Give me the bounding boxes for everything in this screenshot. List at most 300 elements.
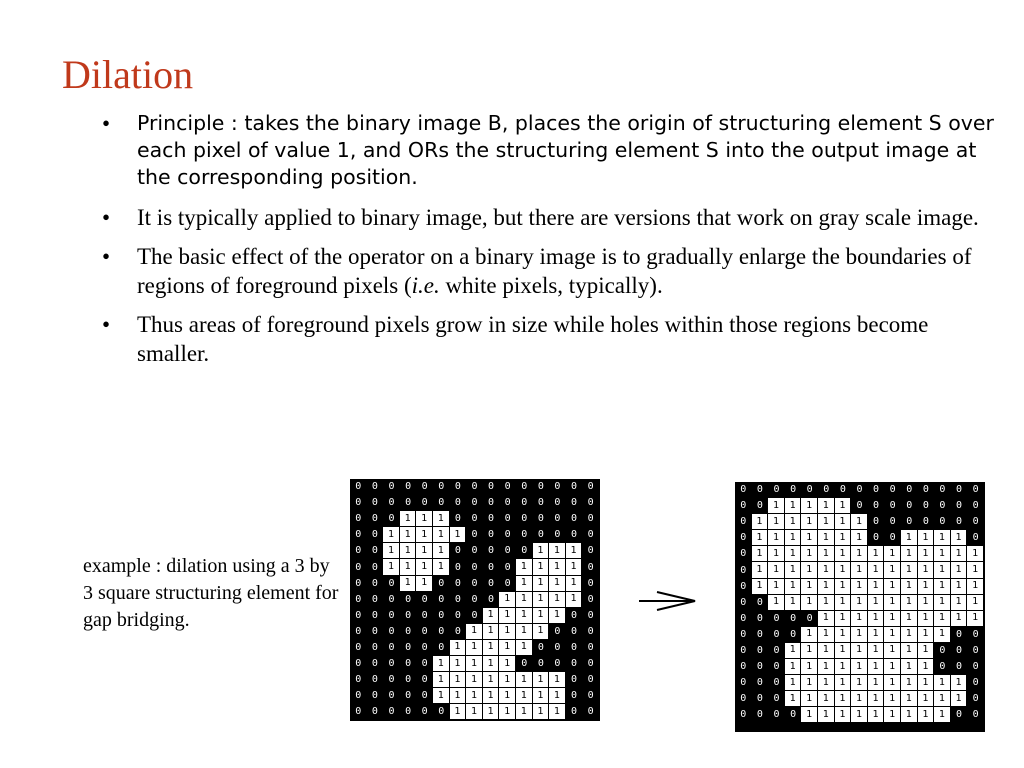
pixel-one: 1 (768, 514, 785, 530)
pixel-zero: 0 (740, 693, 747, 705)
pixel-one: 1 (951, 675, 968, 691)
pixel-one: 1 (818, 675, 835, 691)
pixel-one: 1 (450, 672, 467, 688)
pixel-one: 1 (801, 514, 818, 530)
pixel-zero: 0 (873, 516, 880, 528)
pixel-one: 1 (566, 543, 583, 559)
pixel-zero: 0 (823, 484, 830, 496)
pixel-zero: 0 (388, 593, 395, 605)
pixel-one: 1 (533, 592, 550, 608)
slide-title: Dilation (62, 52, 194, 97)
pixel-zero: 0 (438, 593, 445, 605)
pixel-zero: 0 (355, 529, 362, 541)
pixel-one: 1 (450, 527, 467, 543)
pixel-one: 1 (851, 675, 868, 691)
pixel-one: 1 (516, 688, 533, 704)
pixel-one: 1 (884, 659, 901, 675)
pixel-zero: 0 (587, 625, 594, 637)
pixel-one: 1 (383, 527, 400, 543)
pixel-zero: 0 (972, 500, 979, 512)
pixel-zero: 0 (939, 500, 946, 512)
pixel-one: 1 (533, 608, 550, 624)
pixel-zero: 0 (471, 497, 478, 509)
pixel-one: 1 (901, 675, 918, 691)
pixel-one: 1 (768, 579, 785, 595)
pixel-one: 1 (868, 627, 885, 643)
pixel-zero: 0 (756, 693, 763, 705)
pixel-zero: 0 (371, 658, 378, 670)
pixel-zero: 0 (355, 513, 362, 525)
pixel-zero: 0 (740, 628, 747, 640)
pixel-one: 1 (383, 559, 400, 575)
pixel-zero: 0 (972, 677, 979, 689)
pixel-one: 1 (918, 579, 935, 595)
pixel-zero: 0 (471, 561, 478, 573)
pixel-zero: 0 (587, 497, 594, 509)
pixel-zero: 0 (355, 561, 362, 573)
pixel-one: 1 (785, 562, 802, 578)
pixel-one: 1 (499, 704, 516, 720)
pixel-one: 1 (483, 688, 500, 704)
pixel-one: 1 (835, 498, 852, 514)
pixel-one: 1 (884, 579, 901, 595)
pixel-zero: 0 (388, 658, 395, 670)
bullet-text: Principle : takes the binary image B, places the origin of structuring element S over each pixel of value 1, and ORs the structuring element S into the output image at the corresponding position. (137, 111, 994, 189)
pixel-one: 1 (967, 579, 984, 595)
pixel-one: 1 (901, 530, 918, 546)
pixel-one: 1 (768, 546, 785, 562)
pixel-one: 1 (549, 543, 566, 559)
pixel-zero: 0 (471, 513, 478, 525)
pixel-one: 1 (450, 640, 467, 656)
pixel-one: 1 (818, 643, 835, 659)
pixel-one: 1 (801, 675, 818, 691)
pixel-one: 1 (835, 530, 852, 546)
pixel-zero: 0 (371, 577, 378, 589)
pixel-zero: 0 (972, 661, 979, 673)
pixel-one: 1 (818, 562, 835, 578)
pixel-zero: 0 (405, 625, 412, 637)
pixel-one: 1 (416, 559, 433, 575)
pixel-zero: 0 (488, 481, 495, 493)
pixel-one: 1 (549, 576, 566, 592)
pixel-one: 1 (818, 627, 835, 643)
pixel-zero: 0 (488, 561, 495, 573)
example-caption: example : dilation using a 3 by 3 square structuring element for gap bridging. (83, 555, 339, 631)
pixel-zero: 0 (405, 481, 412, 493)
pixel-one: 1 (851, 595, 868, 611)
pixel-one: 1 (516, 576, 533, 592)
pixel-one: 1 (533, 704, 550, 720)
pixel-zero: 0 (571, 641, 578, 653)
pixel-zero: 0 (571, 706, 578, 718)
pixel-one: 1 (752, 530, 769, 546)
pixel-zero: 0 (806, 612, 813, 624)
pixel-one: 1 (818, 691, 835, 707)
pixel-one: 1 (918, 691, 935, 707)
pixel-zero: 0 (740, 596, 747, 608)
pixel-one: 1 (533, 624, 550, 640)
pixel-one: 1 (785, 579, 802, 595)
pixel-zero: 0 (972, 516, 979, 528)
pixel-one: 1 (433, 543, 450, 559)
pixel-one: 1 (818, 659, 835, 675)
pixel-one: 1 (918, 659, 935, 675)
pixel-one: 1 (533, 672, 550, 688)
pixel-one: 1 (818, 498, 835, 514)
pixel-zero: 0 (773, 644, 780, 656)
pixel-zero: 0 (504, 561, 511, 573)
pixel-one: 1 (566, 559, 583, 575)
pixel-zero: 0 (388, 690, 395, 702)
pixel-zero: 0 (405, 690, 412, 702)
pixel-zero: 0 (972, 644, 979, 656)
pixel-one: 1 (433, 656, 450, 672)
pixel-zero: 0 (571, 674, 578, 686)
pixel-zero: 0 (438, 497, 445, 509)
pixel-zero: 0 (956, 500, 963, 512)
pixel-zero: 0 (554, 513, 561, 525)
pixel-zero: 0 (571, 497, 578, 509)
pixel-one: 1 (466, 672, 483, 688)
pixel-zero: 0 (587, 658, 594, 670)
pixel-one: 1 (868, 707, 885, 723)
pixel-zero: 0 (421, 593, 428, 605)
pixel-one: 1 (516, 624, 533, 640)
pixel-zero: 0 (405, 641, 412, 653)
pixel-zero: 0 (371, 690, 378, 702)
pixel-zero: 0 (587, 706, 594, 718)
pixel-zero: 0 (587, 593, 594, 605)
pixel-one: 1 (918, 611, 935, 627)
pixel-one: 1 (868, 675, 885, 691)
pixel-one: 1 (868, 611, 885, 627)
pixel-zero: 0 (388, 577, 395, 589)
pixel-zero: 0 (371, 481, 378, 493)
pixel-one: 1 (851, 514, 868, 530)
pixel-zero: 0 (537, 481, 544, 493)
pixel-one: 1 (884, 595, 901, 611)
pixel-one: 1 (934, 579, 951, 595)
pixel-one: 1 (934, 627, 951, 643)
pixel-zero: 0 (587, 561, 594, 573)
pixel-zero: 0 (972, 532, 979, 544)
pixel-one: 1 (851, 546, 868, 562)
pixel-zero: 0 (421, 481, 428, 493)
pixel-one: 1 (516, 672, 533, 688)
pixel-zero: 0 (438, 625, 445, 637)
pixel-one: 1 (868, 691, 885, 707)
pixel-zero: 0 (388, 706, 395, 718)
pixel-zero: 0 (571, 658, 578, 670)
pixel-zero: 0 (355, 497, 362, 509)
pixel-zero: 0 (956, 516, 963, 528)
pixel-zero: 0 (756, 612, 763, 624)
pixel-zero: 0 (587, 690, 594, 702)
pixel-zero: 0 (454, 481, 461, 493)
pixel-zero: 0 (371, 497, 378, 509)
pixel-zero: 0 (421, 641, 428, 653)
pixel-zero: 0 (571, 481, 578, 493)
pixel-one: 1 (918, 675, 935, 691)
pixel-one: 1 (951, 562, 968, 578)
pixel-zero: 0 (756, 677, 763, 689)
pixel-one: 1 (884, 643, 901, 659)
pixel-zero: 0 (405, 674, 412, 686)
pixel-one: 1 (785, 659, 802, 675)
pixel-zero: 0 (355, 658, 362, 670)
pixel-zero: 0 (554, 497, 561, 509)
pixel-zero: 0 (488, 577, 495, 589)
pixel-one: 1 (416, 576, 433, 592)
pixel-one: 1 (483, 704, 500, 720)
pixel-zero: 0 (939, 516, 946, 528)
pixel-zero: 0 (939, 644, 946, 656)
pixel-one: 1 (433, 672, 450, 688)
pixel-zero: 0 (388, 641, 395, 653)
pixel-one: 1 (499, 688, 516, 704)
pixel-zero: 0 (889, 484, 896, 496)
pixel-zero: 0 (371, 529, 378, 541)
pixel-one: 1 (851, 627, 868, 643)
pixel-zero: 0 (471, 609, 478, 621)
pixel-zero: 0 (488, 513, 495, 525)
pixel-one: 1 (951, 579, 968, 595)
pixel-zero: 0 (521, 545, 528, 557)
pixel-zero: 0 (939, 661, 946, 673)
pixel-one: 1 (785, 643, 802, 659)
pixel-one: 1 (884, 675, 901, 691)
pixel-zero: 0 (471, 529, 478, 541)
pixel-zero: 0 (471, 545, 478, 557)
pixel-zero: 0 (438, 481, 445, 493)
pixel-zero: 0 (756, 661, 763, 673)
pixel-zero: 0 (421, 497, 428, 509)
pixel-one: 1 (752, 562, 769, 578)
pixel-one: 1 (549, 559, 566, 575)
pixel-one: 1 (400, 576, 417, 592)
pixel-zero: 0 (740, 612, 747, 624)
pixel-zero: 0 (773, 677, 780, 689)
pixel-one: 1 (851, 530, 868, 546)
pixel-one: 1 (499, 624, 516, 640)
pixel-one: 1 (433, 559, 450, 575)
pixel-one: 1 (868, 643, 885, 659)
pixel-one: 1 (934, 546, 951, 562)
pixel-zero: 0 (906, 516, 913, 528)
pixel-one: 1 (499, 656, 516, 672)
pixel-one: 1 (483, 608, 500, 624)
pixel-zero: 0 (521, 497, 528, 509)
pixel-one: 1 (416, 511, 433, 527)
pixel-zero: 0 (504, 577, 511, 589)
bullet-grayscale (100, 203, 1000, 232)
pixel-zero: 0 (471, 481, 478, 493)
pixel-one: 1 (851, 562, 868, 578)
pixel-one: 1 (835, 579, 852, 595)
pixel-one: 1 (901, 595, 918, 611)
pixel-zero: 0 (405, 658, 412, 670)
pixel-zero: 0 (889, 532, 896, 544)
pixel-zero: 0 (371, 641, 378, 653)
pixel-one: 1 (801, 530, 818, 546)
pixel-zero: 0 (740, 532, 747, 544)
pixel-one: 1 (516, 640, 533, 656)
pixel-zero: 0 (790, 709, 797, 721)
bullet-text-italic: i.e. (411, 273, 440, 298)
pixel-zero: 0 (873, 500, 880, 512)
pixel-one: 1 (416, 543, 433, 559)
pixel-one: 1 (901, 643, 918, 659)
pixel-one: 1 (433, 688, 450, 704)
pixel-zero: 0 (371, 706, 378, 718)
pixel-one: 1 (400, 527, 417, 543)
pixel-zero: 0 (388, 497, 395, 509)
pixel-zero: 0 (873, 484, 880, 496)
pixel-one: 1 (818, 530, 835, 546)
pixel-zero: 0 (740, 484, 747, 496)
pixel-one: 1 (818, 595, 835, 611)
pixel-one: 1 (918, 643, 935, 659)
pixel-one: 1 (466, 640, 483, 656)
pixel-zero: 0 (488, 529, 495, 541)
pixel-one: 1 (383, 543, 400, 559)
pixel-one: 1 (566, 576, 583, 592)
pixel-one: 1 (549, 672, 566, 688)
pixel-one: 1 (483, 624, 500, 640)
pixel-one: 1 (801, 643, 818, 659)
pixel-one: 1 (868, 562, 885, 578)
pixel-one: 1 (835, 643, 852, 659)
pixel-zero: 0 (388, 481, 395, 493)
pixel-zero: 0 (371, 593, 378, 605)
pixel-zero: 0 (773, 661, 780, 673)
pixel-one: 1 (951, 611, 968, 627)
pixel-zero: 0 (956, 644, 963, 656)
pixel-zero: 0 (521, 513, 528, 525)
pixel-one: 1 (967, 562, 984, 578)
pixel-zero: 0 (956, 484, 963, 496)
pixel-zero: 0 (554, 481, 561, 493)
pixel-one: 1 (785, 514, 802, 530)
pixel-one: 1 (768, 562, 785, 578)
bullet-areas-grow (100, 310, 1000, 368)
pixel-zero: 0 (571, 625, 578, 637)
pixel-zero: 0 (454, 497, 461, 509)
pixel-one: 1 (516, 608, 533, 624)
pixel-one: 1 (918, 627, 935, 643)
pixel-zero: 0 (421, 690, 428, 702)
pixel-one: 1 (835, 611, 852, 627)
pixel-zero: 0 (355, 577, 362, 589)
pixel-zero: 0 (405, 706, 412, 718)
pixel-one: 1 (400, 543, 417, 559)
pixel-zero: 0 (355, 593, 362, 605)
pixel-zero: 0 (740, 677, 747, 689)
pixel-one: 1 (785, 595, 802, 611)
pixel-zero: 0 (421, 625, 428, 637)
pixel-one: 1 (433, 527, 450, 543)
pixel-one: 1 (818, 707, 835, 723)
pixel-zero: 0 (889, 500, 896, 512)
pixel-zero: 0 (537, 641, 544, 653)
pixel-zero: 0 (554, 529, 561, 541)
pixel-zero: 0 (537, 513, 544, 525)
pixel-one: 1 (752, 514, 769, 530)
pixel-one: 1 (801, 691, 818, 707)
pixel-zero: 0 (587, 513, 594, 525)
pixel-one: 1 (851, 579, 868, 595)
pixel-one: 1 (400, 559, 417, 575)
pixel-one: 1 (835, 627, 852, 643)
pixel-zero: 0 (388, 609, 395, 621)
pixel-one: 1 (934, 595, 951, 611)
pixel-one: 1 (884, 707, 901, 723)
pixel-one: 1 (901, 611, 918, 627)
pixel-zero: 0 (740, 709, 747, 721)
pixel-one: 1 (967, 546, 984, 562)
pixel-zero: 0 (421, 609, 428, 621)
pixel-zero: 0 (889, 516, 896, 528)
pixel-zero: 0 (488, 545, 495, 557)
bullet-list (100, 110, 1000, 378)
pixel-zero: 0 (740, 500, 747, 512)
pixel-one: 1 (752, 546, 769, 562)
bullet-icon: • (102, 111, 111, 136)
pixel-one: 1 (901, 562, 918, 578)
pixel-zero: 0 (355, 545, 362, 557)
pixel-one: 1 (868, 579, 885, 595)
pixel-zero: 0 (587, 545, 594, 557)
pixel-zero: 0 (537, 529, 544, 541)
pixel-zero: 0 (571, 529, 578, 541)
pixel-one: 1 (499, 608, 516, 624)
pixel-zero: 0 (756, 500, 763, 512)
pixel-zero: 0 (454, 625, 461, 637)
pixel-one: 1 (818, 579, 835, 595)
pixel-one: 1 (901, 579, 918, 595)
pixel-zero: 0 (740, 516, 747, 528)
pixel-zero: 0 (371, 561, 378, 573)
pixel-zero: 0 (906, 500, 913, 512)
pixel-one: 1 (951, 546, 968, 562)
pixel-zero: 0 (790, 484, 797, 496)
pixel-one: 1 (466, 704, 483, 720)
pixel-one: 1 (785, 498, 802, 514)
pixel-zero: 0 (355, 706, 362, 718)
pixel-zero: 0 (956, 709, 963, 721)
pixel-zero: 0 (756, 644, 763, 656)
pixel-zero: 0 (740, 580, 747, 592)
pixel-zero: 0 (454, 593, 461, 605)
pixel-zero: 0 (773, 709, 780, 721)
pixel-one: 1 (499, 672, 516, 688)
pixel-one: 1 (752, 579, 769, 595)
pixel-one: 1 (884, 562, 901, 578)
pixel-zero: 0 (355, 674, 362, 686)
pixel-one: 1 (835, 546, 852, 562)
pixel-one: 1 (768, 595, 785, 611)
pixel-one: 1 (818, 611, 835, 627)
pixel-one: 1 (450, 704, 467, 720)
pixel-one: 1 (851, 691, 868, 707)
pixel-one: 1 (450, 656, 467, 672)
pixel-zero: 0 (405, 609, 412, 621)
pixel-zero: 0 (355, 481, 362, 493)
pixel-zero: 0 (471, 593, 478, 605)
pixel-zero: 0 (488, 593, 495, 605)
pixel-zero: 0 (922, 484, 929, 496)
